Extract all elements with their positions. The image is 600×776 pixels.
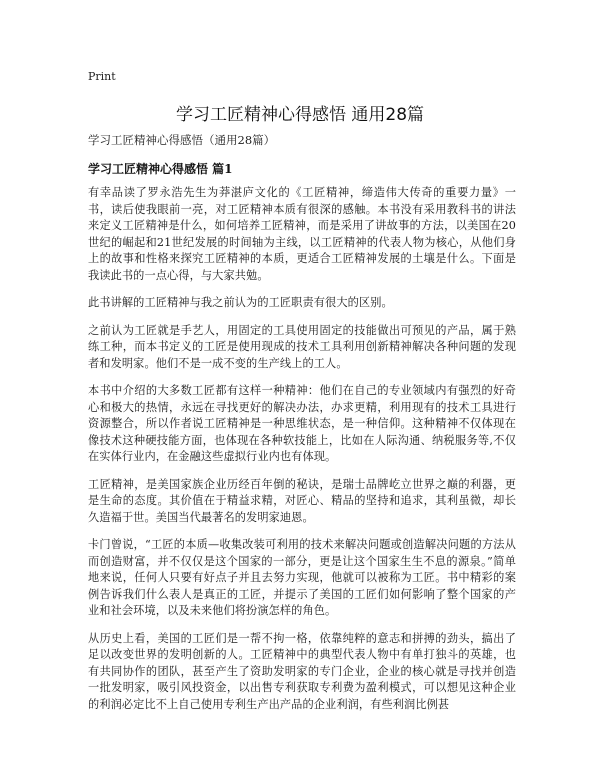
paragraph-4: 本书中介绍的大多数工匠都有这样一种精神：他们在自己的专业领域内有强烈的好奇心和极大的热情，永远在寻找更好的解决办法，办求更精，利用现有的技术工具进行资源整合，所以作者说工匠精神是一种思维状态，是一种信仰。这种精神不仅体现在像技术这种硬技能方面，也体现在各种软技能上，比如在人际沟通、纳税服务等,不仅在实体行业内，在金融这些虚拟行业内也有体现。	[88, 384, 516, 463]
article-body	[88, 185, 516, 724]
paragraph-6: 卡门曾说，“工匠的本质—收集改装可利用的技术来解决问题或创造解决问题的方法从而创造财富，并不仅仅是这个国家的一部分，更是让这个国家生生不息的源泉。”简单地来说，任何人只要有好点子并且去努力实现，他就可以被称为工匠。书中精彩的案例告诉我们什么表人是真正的工匠，并提示了美国的工匠们如何影响了整个国家的产业和社会环境，以及未来他们将扮演怎样的角色。	[88, 538, 516, 617]
paragraph-7: 从历史上看，美国的工匠们是一帮不拘一格，依靠纯粹的意志和拼搏的劲头，搞出了足以改变世界的发明创新的人。工匠精神中的典型代表人物中有单打独斗的英雄，也有共同协作的团队，甚至产生了资助发明家的专门企业，企业的核心就是寻找并创造一批发明家，吸引风投资金，以出售专利获取专利费为盈利模式，可以想见这种企业的利润必定比不上自己使用专利生产出产品的企业利润，有些利润比例甚	[88, 631, 516, 711]
paragraph-1: 有幸品读了罗永浩先生为莽湛庐文化的《工匠精神，缔造伟大传奇的重要力量》一书，读后使我眼前一亮，对工匠精神本质有很深的感触。本书没有采用教科书的讲法来定义工匠精神是什么，如何培养工匠精神，而是采用了讲故事的方法，以美国在20世纪的崛起和21世纪发展的时间轴为主线，以工匠精神的代表人物为核心，从他们身上的故事和性格来探究工匠精神的本质，更适合工匠精神发展的土壤是什么。下面是我读此书的一点心得，与大家共勉。	[88, 186, 516, 282]
section-heading: 学习工匠精神心得感悟 篇1	[88, 162, 233, 176]
document-title: 学习工匠精神心得感悟 通用28篇	[175, 105, 425, 125]
paragraph-3: 之前认为工匠就是手艺人，用固定的工具使用固定的技能做出可预见的产品，属于熟练工种，而本书定义的工匠是使用现成的技术工具利用创新精神解决各种问题的发现者和发明家。他们不是一成不变的生产线上的工人。	[88, 323, 516, 370]
paragraph-2: 此书讲解的工匠精神与我之前认为的工匠职责有很大的区别。	[88, 296, 393, 309]
document-subtitle: 学习工匠精神心得感悟（通用28篇）	[88, 133, 276, 147]
paragraph-5: 工匠精神，是美国家族企业历经百年倒的秘诀，是瑞士品牌屹立世界之巅的利器，更是生命的态度。其价值在于精益求精，对匠心、精品的坚持和追求，其利虽微，却长久造福于世。美国当代最著名的发明家迪恩。	[88, 477, 516, 524]
print-label[interactable]: Print	[88, 70, 116, 83]
